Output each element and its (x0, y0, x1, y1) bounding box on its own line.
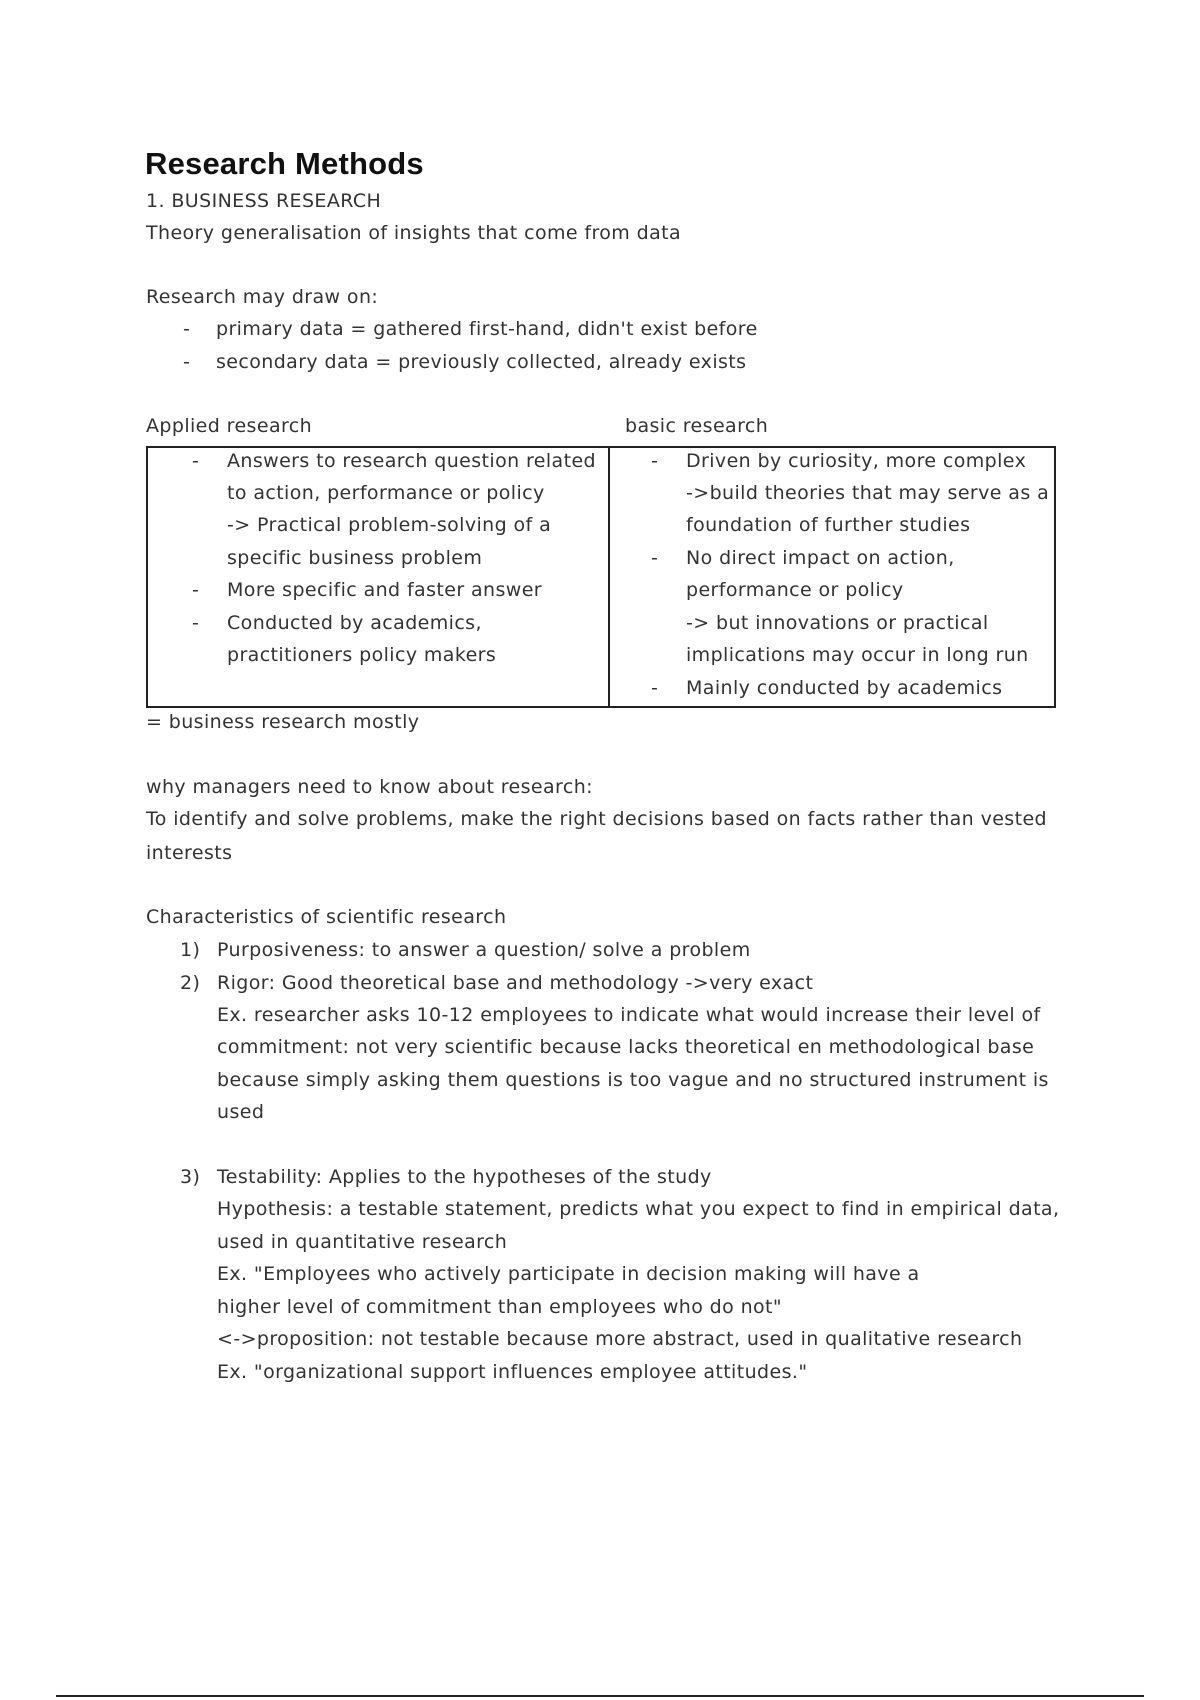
example-line: higher level of commitment than employees who do not" (217, 1296, 783, 1318)
basic-research-header: basic research (625, 415, 769, 437)
list-bullet: - (651, 677, 659, 699)
example-line: because simply asking them questions is too vague and no structured instrument is (217, 1069, 1049, 1091)
example-line: Ex. researcher asks 10-12 employees to indicate what would increase their level of (217, 1004, 1041, 1026)
example-line: Ex. "organizational support influences employee attitudes." (217, 1361, 808, 1383)
table-cell-line: ->build theories that may serve as a (686, 482, 1050, 504)
list-number: 1) (180, 939, 201, 961)
list-item: Purposiveness: to answer a question/ solve a problem (217, 939, 751, 961)
list-item: secondary data = previously collected, already exists (216, 351, 747, 373)
table-cell-line: No direct impact on action, (686, 547, 955, 569)
example-line: <->proposition: not testable because more abstract, used in qualitative research (217, 1328, 1023, 1350)
table-cell-line: Answers to research question related (227, 450, 596, 472)
list-bullet: - (183, 318, 191, 340)
list-number: 2) (180, 972, 201, 994)
table-cell-line: performance or policy (686, 579, 904, 601)
list-item: primary data = gathered first-hand, didn't exist before (216, 318, 758, 340)
managers-heading: why managers need to know about research: (146, 776, 593, 798)
list-bullet: - (651, 547, 659, 569)
example-line: commitment: not very scientific because lacks theoretical en methodological base (217, 1036, 1035, 1058)
example-line: used in quantitative research (217, 1231, 508, 1253)
footer-rule (56, 1695, 1144, 1697)
list-bullet: - (192, 579, 200, 601)
managers-text: To identify and solve problems, make the right decisions based on facts rather than vested (146, 808, 1048, 830)
table-cell-line: to action, performance or policy (227, 482, 545, 504)
example-line: Ex. "Employees who actively participate in decision making will have a (217, 1263, 920, 1285)
table-cell-line: -> Practical problem-solving of a (227, 514, 552, 536)
table-cell-line: Mainly conducted by academics (686, 677, 1003, 699)
example-line: used (217, 1101, 265, 1123)
section-heading: 1. BUSINESS RESEARCH (146, 190, 382, 212)
theory-definition: Theory generalisation of insights that come from data (146, 222, 682, 244)
list-bullet: - (651, 450, 659, 472)
table-cell-line: -> but innovations or practical (686, 612, 989, 634)
table-cell-line: Driven by curiosity, more complex (686, 450, 1027, 472)
table-cell-line: Conducted by academics, (227, 612, 482, 634)
characteristics-heading: Characteristics of scientific research (146, 906, 507, 928)
list-bullet: - (183, 351, 191, 373)
draw-on-intro: Research may draw on: (146, 286, 379, 308)
list-bullet: - (192, 612, 200, 634)
list-number: 3) (180, 1166, 201, 1188)
list-bullet: - (192, 450, 200, 472)
table-cell-line: practitioners policy makers (227, 644, 497, 666)
table-divider (608, 448, 610, 706)
managers-text: interests (146, 842, 233, 864)
applied-research-header: Applied research (146, 415, 313, 437)
table-cell-line: specific business problem (227, 547, 483, 569)
table-cell-line: foundation of further studies (686, 514, 971, 536)
list-item: Testability: Applies to the hypotheses of the study (217, 1166, 712, 1188)
table-footnote: = business research mostly (146, 711, 420, 733)
table-cell-line: implications may occur in long run (686, 644, 1029, 666)
example-line: Hypothesis: a testable statement, predicts what you expect to find in empirical data, (217, 1198, 1060, 1220)
table-cell-line: More specific and faster answer (227, 579, 542, 601)
page-title: Research Methods (145, 146, 424, 181)
list-item: Rigor: Good theoretical base and methodology ->very exact (217, 972, 814, 994)
